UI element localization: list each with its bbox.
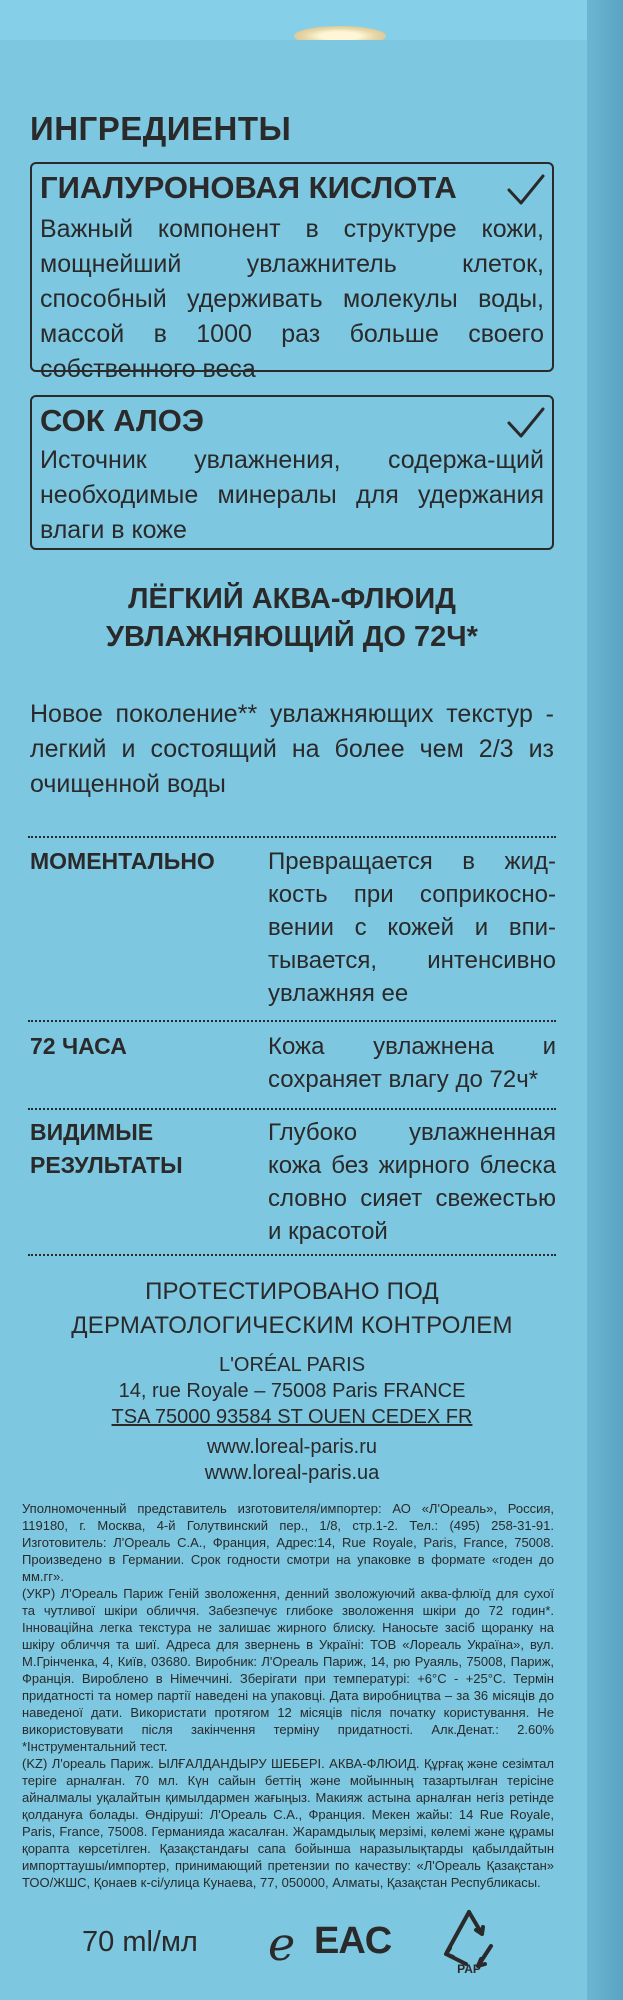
benefit-label: МОМЕНТАЛЬНО	[30, 848, 215, 874]
checkmark-icon	[506, 172, 546, 208]
company-name: L'ORÉAL PARIS	[218, 1354, 366, 1376]
divider	[28, 1020, 556, 1022]
fine-print-ru: Уполномоченный представитель изготовителя/импортер: АО «Л'Ореаль», Россия, 119180, г. Москва, 4-й Голутвинский пер., 1/8, стр.1-2. Тел.: (495) 258-31-91. Изготовитель: Л'Ореаль С.А., Франция, Адрес:14, Rue Royale, Paris, France, 75008. Произведено в Германии. Срок годности смотри на упаковке в формате «годен до мм.гг».	[22, 1501, 554, 1584]
tested-line1: ПРОТЕСТИРОВАНО ПОД	[145, 1278, 439, 1305]
box-side-panel	[587, 0, 623, 2000]
divider	[28, 1108, 556, 1110]
volume-label: 70 ml/мл	[82, 1926, 198, 1958]
dermatology-tested	[30, 1275, 554, 1343]
company-tsa: TSA 75000 93584 ST OUEN CEDEX FR	[111, 1406, 473, 1428]
benefit-text: Глубоко увлажненная кожа без жирного блеска словно сияет свежестью и красотой	[268, 1119, 556, 1245]
tested-line2: ДЕРМАТОЛОГИЧЕСКИМ КОНТРОЛЕМ	[71, 1312, 513, 1339]
company-web-ua[interactable]: www.loreal-paris.ua	[204, 1462, 380, 1484]
benefit-label: ВИДИМЫЕ РЕЗУЛЬТАТЫ	[30, 1119, 183, 1178]
ingredient-title: СОК АЛОЭ	[40, 403, 204, 438]
ingredient-aloe-box	[30, 395, 554, 550]
product-description: Новое поколение** увлажняющих текстур - легкий и состоящий на более чем 2/3 из очищенной воды	[30, 700, 554, 798]
eac-mark-icon: EAC	[314, 1920, 392, 1962]
benefit-text: Кожа увлажнена и сохраняет влагу до 72ч*	[268, 1033, 556, 1093]
ingredient-hyaluronic-box	[30, 162, 554, 383]
e-mark-icon: e	[268, 1917, 296, 1971]
ingredient-description: Источник увлажнения, содержа-щий необходимые минералы для удержания влаги в коже	[40, 446, 544, 544]
product-title-line1: ЛЁГКИЙ АКВА-ФЛЮИД	[128, 583, 456, 615]
ingredient-title: ГИАЛУРОНОВАЯ КИСЛОТА	[40, 170, 457, 205]
product-title-line2: УВЛАЖНЯЮЩИЙ ДО 72Ч*	[106, 621, 478, 653]
benefit-label: 72 ЧАСА	[30, 1033, 127, 1059]
divider	[28, 1254, 556, 1256]
fine-print	[22, 1500, 554, 1891]
divider	[28, 836, 556, 838]
recycle-code: PAP	[457, 1962, 481, 1976]
company-address: 14, rue Royale – 75008 Paris FRANCE	[118, 1380, 466, 1402]
checkmark-icon	[506, 405, 546, 441]
ingredients-heading: ИНГРЕДИЕНТЫ	[30, 110, 292, 147]
company-web-ru[interactable]: www.loreal-paris.ru	[206, 1436, 378, 1458]
ingredient-description: Важный компонент в структуре кожи, мощнейший увлажнитель клеток, способный удерживать молекулы воды, массой в 1000 раз больше своего собственного веса	[40, 215, 544, 383]
fine-print-kz: (KZ) Л'ореаль Париж. ЫЛҒАЛДАНДЫРУ ШЕБЕРІ. АКВА-ФЛЮИД. Құрғақ және сезімтал теріге арналған. 70 мл. Күн сайын беттің және мойынның тазартылған терісіне айналмалы уқалайтын қимылдармен жағыңыз. Макияж астына арналған негіз ретінде қолдануға болады. Өндіруші: Л'Ореаль С.А., Франция. Мекен жайы: 14 Rue Royale, Paris, France, 75008. Германияда жасалған. Жарамдылық мерзімі, көлемі және құрамы қорапта көрсетілген. Қазақстандағы сапа бойынша наразылықтарды қабылдайтын импорттаушы/импортер, принимающий претензии по качеству: «Л'Ореаль Қазақстан» ТОО/ЖШС, Қонаев к-сі/улица Кунаева, 77, 050000, Алматы, Қазақстан Республикасы.	[22, 1756, 554, 1890]
fine-print-ua: (УКР) Л'Ореаль Париж Геній зволоження, денний зволожуючий аква-флюїд для сухої та чутливої шкіри обличчя. Забезпечує глибоке зволоження шкіри до 72 годин*. Інноваційна легка текстура не залишає жирного блиску. Наносьте засіб щоранку на шкіру обличчя та шиї. Адреса для звернень в Україні: ТОВ «Лореаль Україна», вул. М.Грінченка, 4, Київ, 03680. Виробник: Л'Ореаль Париж, 14, рю Руаяль, 75008, Париж, Франція. Вироблено в Німеччині. Зберігати при температурі: +6°C - +25°C. Термін придатності та номер партії наведені на упаковці. Дата виробництва – за 36 місяців до наведеної дати. Використати протягом 12 місяців після початку користування. Не використовувати після закінчення терміну придатності. Алк.Денат.: 2.60% *Інструментальний тест.	[22, 1586, 554, 1754]
benefit-text: Превращается в жид-кость при соприкосно-вении с кожей и впи-тывается, интенсивно увлажняя ее	[268, 848, 556, 1007]
product-title	[30, 580, 554, 656]
